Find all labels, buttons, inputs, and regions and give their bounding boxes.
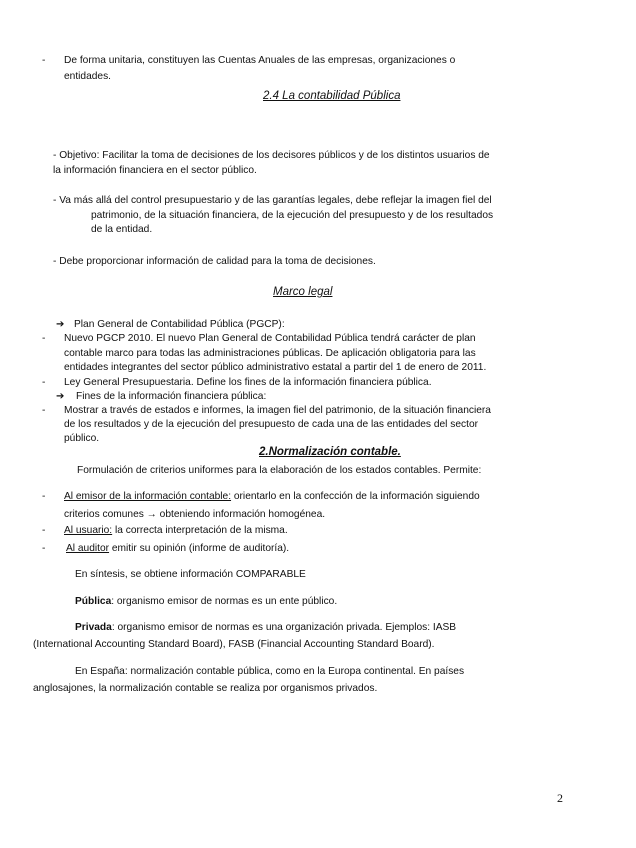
bullet-dash: -: [42, 525, 46, 536]
text-fragment: orientarlo en la confección de la información siguiendo: [231, 491, 480, 502]
text-line: la información financiera en el sector público.: [53, 165, 257, 176]
text-fragment: : organismo emisor de normas es un ente público.: [111, 596, 338, 607]
underlined-term: Al auditor: [66, 543, 110, 554]
text-line: [75, 620, 456, 635]
text-line: Plan General de Contabilidad Pública (PGCP):: [74, 319, 285, 330]
text-line: Ley General Presupuestaria. Define los fines de la información financiera pública.: [64, 377, 432, 388]
underlined-term: Al usuario:: [64, 525, 113, 536]
text-line: De forma unitaria, constituyen las Cuentas Anuales de las empresas, organizaciones o: [64, 55, 456, 66]
text-line: - Va más allá del control presupuestario y de las garantías legales, debe reflejar la imagen fiel del: [53, 195, 492, 206]
arrow-icon: ➔: [56, 319, 65, 330]
text-line: [75, 594, 337, 609]
text-line: [64, 523, 288, 538]
text-line: Mostrar a través de estados e informes, la imagen fiel del patrimonio, de la situación financiera: [64, 405, 491, 416]
section-heading: 2.4 La contabilidad Pública: [263, 90, 401, 102]
text-line: criterios comunes → obteniendo información homogénea.: [64, 509, 326, 520]
text-line: Formulación de criterios uniformes para la elaboración de los estados contables. Permite:: [77, 465, 482, 476]
text-line: [66, 541, 289, 556]
text-line: patrimonio, de la situación financiera, de la ejecución del presupuesto y de los resultados: [91, 210, 494, 221]
bullet-dash: -: [42, 543, 46, 554]
bullet-dash: -: [42, 491, 46, 502]
bold-term: Privada: [75, 622, 112, 633]
arrow-icon: ➔: [56, 391, 65, 402]
text-fragment: emitir su opinión (informe de auditoría).: [109, 543, 290, 554]
text-line: - Objetivo: Facilitar la toma de decisiones de los decisores públicos y de los distintos usuarios de: [53, 150, 490, 161]
text-line: Nuevo PGCP 2010. El nuevo Plan General de Contabilidad Pública tendrá carácter de plan: [64, 333, 476, 344]
text-line: de los resultados y de la ejecución del presupuesto de cada una de las entidades del sector: [64, 419, 479, 430]
text-line: En síntesis, se obtiene información COMPARABLE: [75, 569, 306, 580]
bullet-dash: -: [42, 377, 46, 388]
text-line: - Debe proporcionar información de calidad para la toma de decisiones.: [53, 256, 376, 267]
page-number: 2: [557, 791, 563, 805]
text-line: entidades integrantes del sector público administrativo estatal a partir del 1 de enero de 2011.: [64, 362, 487, 373]
section-heading: 2.Normalización contable.: [259, 446, 401, 458]
section-heading: Marco legal: [273, 286, 333, 298]
bullet-dash: -: [42, 333, 46, 344]
text-line: público.: [64, 433, 100, 444]
text-line: (International Accounting Standard Board), FASB (Financial Accounting Standard Board).: [33, 639, 435, 650]
text-fragment: : organismo emisor de normas es una organización privada. Ejemplos: IASB: [111, 622, 457, 633]
text-line: entidades.: [64, 71, 112, 82]
text-line: contable marco para todas las administraciones públicas. De aplicación obligatoria para las: [64, 348, 476, 359]
text-line: En España: normalización contable pública, como en la Europa continental. En países: [75, 666, 465, 677]
text-fragment: la correcta interpretación de la misma.: [112, 525, 288, 536]
bullet-dash: -: [42, 405, 46, 416]
bold-term: Pública: [75, 596, 112, 607]
text-line: anglosajones, la normalización contable se realiza por organismos privados.: [33, 683, 378, 694]
underlined-term: Al emisor de la información contable:: [64, 491, 232, 502]
bullet-dash: -: [42, 55, 46, 66]
text-line: [64, 489, 480, 504]
text-line: de la entidad.: [91, 224, 153, 235]
text-line: Fines de la información financiera pública:: [76, 391, 267, 402]
